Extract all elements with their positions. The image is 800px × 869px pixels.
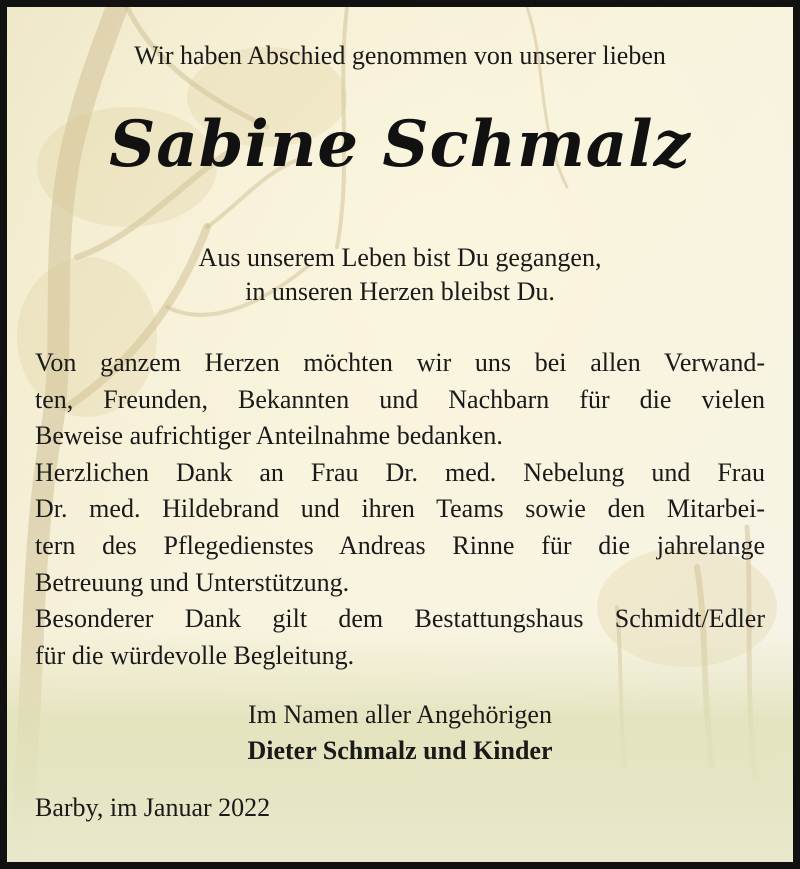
thanks-line: für die würdevolle Begleitung. <box>35 640 355 670</box>
thanks-line: Betreuung und Unterstützung. <box>35 567 350 597</box>
signoff-text: Im Namen aller Angehörigen <box>248 700 552 729</box>
intro-text: Wir haben Abschied genommen von unserer lieben <box>134 41 666 70</box>
signoff <box>7 697 793 769</box>
signer-name: Dieter Schmalz und Kinder <box>247 736 553 765</box>
thanks-line: Besonderer Dank gilt dem Bestattungshaus Schmidt/Edler <box>35 604 765 634</box>
notice-content <box>7 7 793 862</box>
thanks-line: ten, Freunden, Bekannten und Nachbarn für die vielen <box>35 384 765 414</box>
deceased-name: Sabine Schmalz <box>109 107 691 182</box>
place-date: Barby, im Januar 2022 <box>35 793 271 822</box>
thanks-line: tern des Pflegedienstes Andreas Rinne für die jahrelange <box>35 530 765 560</box>
verse-line: Aus unserem Leben bist Du gegangen, <box>198 243 602 272</box>
thanks-line: Dr. med. Hildebrand und ihren Teams sowie den Mitarbei- <box>35 494 765 524</box>
thanks-line: Herzlichen Dank an Frau Dr. med. Nebelung und Frau <box>35 457 765 487</box>
thanks-line: Beweise aufrichtiger Anteilnahme bedanken. <box>35 421 503 451</box>
verse-line: in unseren Herzen bleibst Du. <box>245 277 555 306</box>
thanks-line: Von ganzem Herzen möchten wir uns bei allen Verwand- <box>35 348 765 377</box>
thanks-text <box>35 345 765 674</box>
verse <box>7 241 793 309</box>
